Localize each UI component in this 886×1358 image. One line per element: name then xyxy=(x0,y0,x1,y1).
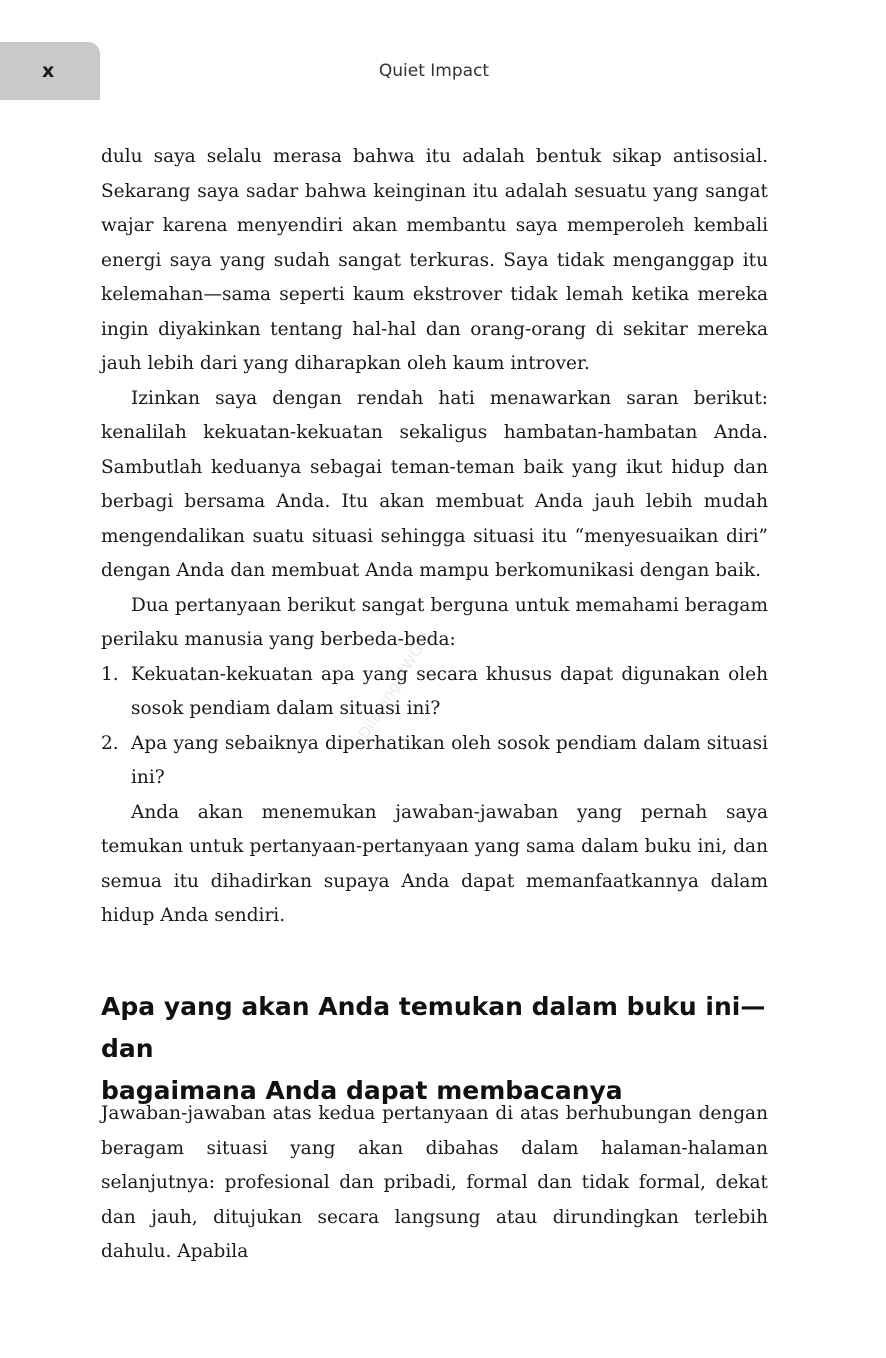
section-heading xyxy=(101,986,781,1112)
body-text xyxy=(101,140,768,934)
paragraph-3: Dua pertanyaan berikut sangat berguna untuk memahami beragam perilaku manusia yang berbeda-beda: xyxy=(101,594,768,650)
list-item-text: Kekuatan-kekuatan apa yang secara khusus dapat digunakan oleh sosok pendiam dalam situasi ini? xyxy=(131,663,768,719)
list-item xyxy=(101,727,768,796)
list-item-text: Apa yang sebaiknya diperhatikan oleh sosok pendiam dalam situasi ini? xyxy=(131,732,768,788)
list-item-number: 2. xyxy=(101,732,119,754)
section-heading-line-1: Apa yang akan Anda temukan dalam buku ini—dan xyxy=(101,992,766,1063)
paragraph-4: Anda akan menemukan jawaban-jawaban yang pernah saya temukan untuk pertanyaan-pertanyaan yang sama dalam buku ini, dan semua itu dihadirkan supaya Anda dapat memanfaatkannya dalam hidup Anda sendiri. xyxy=(101,801,768,926)
list-item xyxy=(101,658,768,727)
paragraph-2: Izinkan saya dengan rendah hati menawarkan saran berikut: kenalilah kekuatan-kekuatan sekaligus hambatan-hambatan Anda. Sambutlah keduanya sebagai teman-teman baik yang ikut hidup dan berbagi bersama Anda. Itu akan membuat Anda jauh lebih mudah mengendalikan suatu situasi sehingga situasi itu “menyesuaikan diri” dengan Anda dan membuat Anda mampu berkomunikasi dengan baik. xyxy=(101,387,768,581)
page-number: x xyxy=(42,60,55,82)
watermark-text: Dilarang MWG-2... xyxy=(354,616,443,742)
section-heading-line-2: bagaimana Anda dapat membacanya xyxy=(101,1076,623,1105)
section-body-text xyxy=(101,1097,768,1270)
section-paragraph: Jawaban-jawaban atas kedua pertanyaan di atas berhubungan dengan beragam situasi yang akan dibahas dalam halaman-halaman selanjutnya: profesional dan pribadi, formal dan tidak formal, dekat dan jauh, ditujukan secara langsung atau dirundingkan terlebih dahulu. Apabila xyxy=(101,1103,768,1262)
running-header-title: Quiet Impact xyxy=(378,61,490,81)
paragraph-1: dulu saya selalu merasa bahwa itu adalah bentuk sikap antisosial. Sekarang saya sadar bahwa keinginan itu adalah sesuatu yang sangat wajar karena menyendiri akan membantu saya memperoleh kembali energi saya yang sudah sangat terkuras. Saya tidak menganggap itu kelemahan—sama seperti kaum ekstrover tidak lemah ketika mereka ingin diyakinkan tentang hal-hal dan orang-orang di sekitar mereka jauh lebih dari yang diharapkan oleh kaum introver. xyxy=(101,146,768,374)
list-item-number: 1. xyxy=(101,663,119,685)
numbered-list xyxy=(101,658,768,796)
